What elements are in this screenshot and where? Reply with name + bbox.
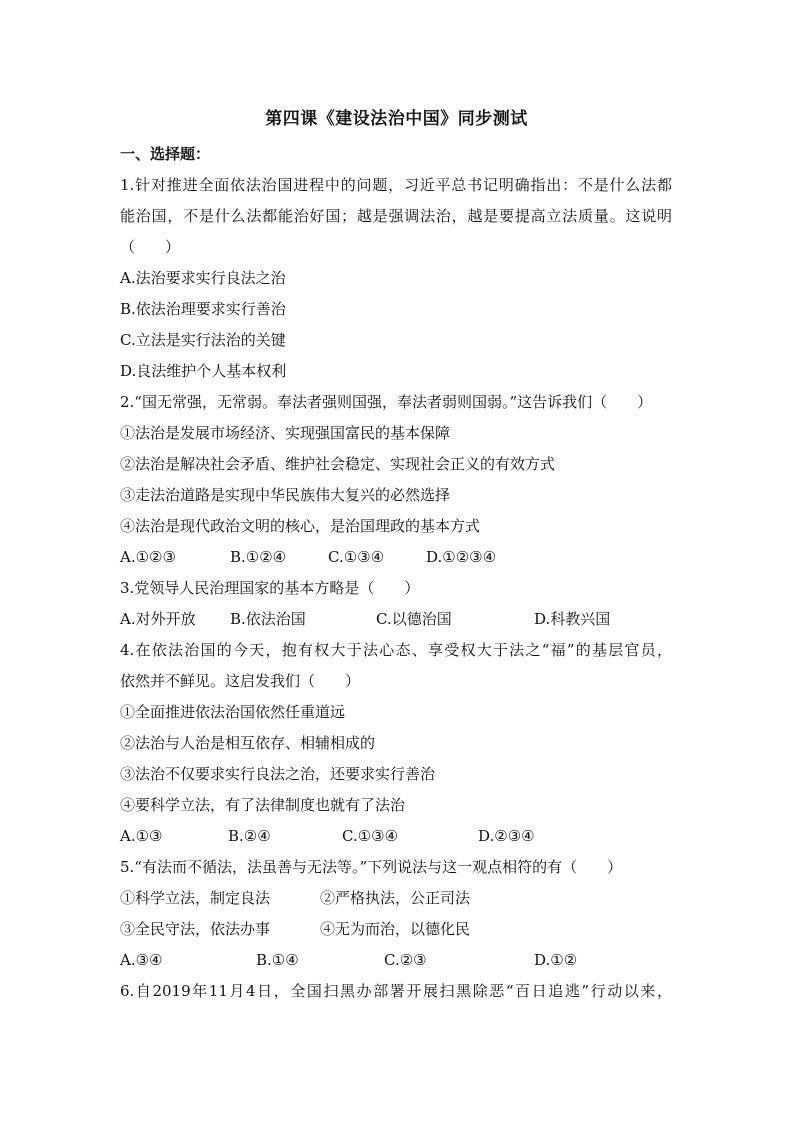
q5-option-b: B.①④: [256, 951, 299, 969]
q4-stem-line-1: 4.在依法治国的今天，抱有权大于法心态、享受权大于法之“福”的基层官员，: [120, 641, 672, 659]
q5-statement-2: ②严格执法，公正司法: [320, 889, 471, 907]
q4-stem-line-2: 依然并不鲜见。这启发我们（ ）: [120, 672, 361, 690]
q5-stem: 5.“有法而不循法，法虽善与无法等。”下列说法与这一观点相符的有（ ）: [120, 858, 623, 876]
q5-option-d: D.①②: [534, 951, 578, 969]
q5-option-a: A.③④: [120, 951, 163, 969]
q1-option-b: B.依法治理要求实行善治: [120, 300, 286, 318]
q4-statement-4: ④要科学立法，有了法律制度也就有了法治: [120, 796, 406, 814]
q2-option-d: D.①②③④: [426, 548, 497, 566]
q4-statement-1: ①全面推进依法治国依然任重道远: [120, 703, 346, 721]
q5-statement-1: ①科学立法，制定良法: [120, 889, 271, 907]
section-heading: 一、选择题：: [120, 145, 211, 163]
q4-option-a: A.①③: [120, 827, 163, 845]
q1-option-d: D.良法维护个人基本权利: [120, 362, 287, 380]
q1-stem-line-3: （ ）: [120, 238, 181, 256]
q3-stem: 3.党领导人民治理国家的基本方略是（ ）: [120, 579, 420, 597]
q2-option-a: A.①②③: [120, 548, 176, 566]
q5-option-c: C.②③: [384, 951, 427, 969]
q4-statement-2: ②法治与人治是相互依存、相辅相成的: [120, 734, 376, 752]
q3-options-row: [120, 609, 680, 629]
q5-statement-4: ④无为而治，以德化民: [320, 920, 471, 938]
q4-option-b: B.②④: [228, 827, 271, 845]
q3-option-d: D.科教兴国: [534, 610, 611, 628]
q4-options-row: [120, 826, 680, 846]
q2-statement-4: ④法治是现代政治文明的核心，是治国理政的基本方式: [120, 517, 481, 535]
q2-statement-3: ③走法治道路是实现中华民族伟大复兴的必然选择: [120, 486, 451, 504]
q2-statement-2: ②法治是解决社会矛盾、维护社会稳定、实现社会正义的有效方式: [120, 455, 556, 473]
q5-statements-row-1: [120, 888, 680, 908]
q2-option-b: B.①②④: [230, 548, 287, 566]
q2-options-row: [120, 547, 680, 567]
q1-option-a: A.法治要求实行良法之治: [120, 269, 286, 287]
q6-stem-line-1: 6.自2019年11月4日，全国扫黑办部署开展扫黑除恶“百日追逃”行动以来，: [120, 982, 672, 1000]
q2-stem: 2.“国无常强，无常弱。奉法者强则国强，奉法者弱则国弱。”这告诉我们（ ）: [120, 393, 653, 411]
q3-option-c: C.以德治国: [376, 610, 452, 628]
q3-option-b: B.依法治国: [230, 610, 306, 628]
document-title: 第四课《建设法治中国》同步测试: [265, 109, 528, 129]
q4-option-c: C.①③④: [342, 827, 399, 845]
q1-stem-line-2: 能治国，不是什么法都能治好国；越是强调法治，越是要提高立法质量。这说明: [120, 207, 672, 225]
q2-option-c: C.①③④: [328, 548, 385, 566]
q1-stem-line-1: 1.针对推进全面依法治国进程中的问题，习近平总书记明确指出：不是什么法都: [120, 176, 672, 194]
q2-statement-1: ①法治是发展市场经济、实现强国富民的基本保障: [120, 424, 451, 442]
q4-statement-3: ③法治不仅要求实行良法之治，还要求实行善治: [120, 765, 436, 783]
q3-option-a: A.对外开放: [120, 610, 196, 628]
q1-option-c: C.立法是实行法治的关键: [120, 331, 286, 349]
q5-statements-row-2: [120, 919, 680, 939]
q5-options-row: [120, 950, 680, 970]
q5-statement-3: ③全民守法，依法办事: [120, 920, 271, 938]
q4-option-d: D.②③④: [478, 827, 535, 845]
